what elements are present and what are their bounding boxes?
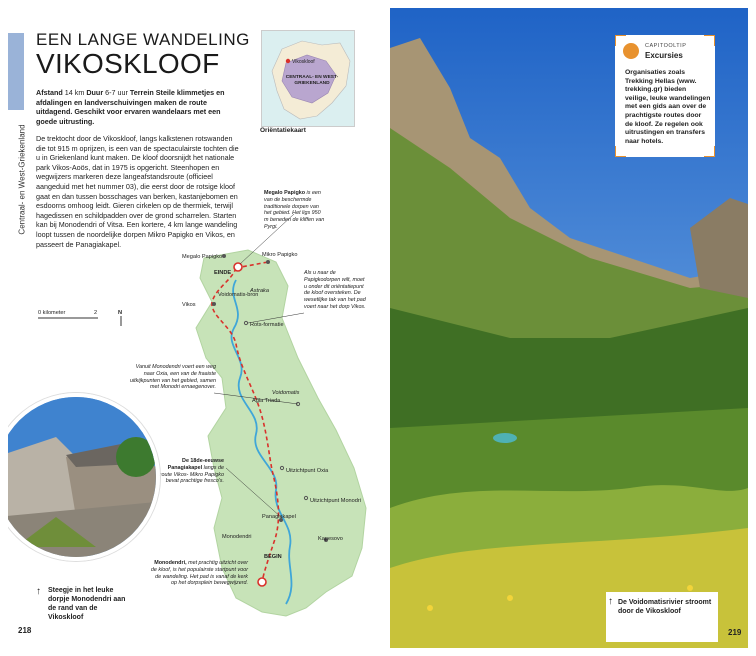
tip-icon — [623, 43, 639, 59]
note-panagia-title: De 18de-eeuwse Panagiakapel — [167, 458, 224, 471]
vikos-marker-icon — [286, 59, 290, 63]
tip-kicker: CAPITOOLTIP — [645, 43, 687, 49]
label-begin: BEGIN — [264, 554, 282, 560]
body-text: De trektocht door de Vikoskloof, langs kalkstenen rotswanden die tot 915 m oprijzen, is een van de spectaculairste tochten die u in Griekenland kunt maken. De kloof doorsnijdt het nationale park Vikos-Aoös, dat in 1975 is opgericht. Steenhopen en wegwijzers markeren deze langeafstandsroute (officieel aangeduid met het nummer 03), die eerst door de rotsige kloof gaat en dan tussen bosschages van berken, kastanjebomen en esdoorns omhoog leidt. Gieren cirkelen op de thermiek, terwijl hagedissen en schildpadden over de grond scharrelen. Starten kan bij Monodendri of Vitsa. Een kortere, 4 km lange wandeling loopt tussen de noordelijke dorpen Mikro Papigko en Vikos, en passeert de Panagiakapel. — [36, 134, 239, 249]
scale-zero-label: 0 kilometer — [38, 310, 66, 316]
label-uitzichtpunt-monodri: Uitzichtpunt Monodri — [310, 498, 361, 504]
label-mikro-papigko: Mikro Papigko — [262, 252, 298, 258]
duur-label: Duur — [86, 88, 104, 97]
chapter-tab — [14, 113, 28, 253]
afstand-label: Afstand — [36, 88, 63, 97]
right-page — [390, 8, 748, 648]
label-rots-formatie: Rots-formatie — [250, 322, 284, 328]
page-title-line1: EEN LANGE WANDELING — [36, 30, 250, 49]
walk-meta — [36, 88, 241, 126]
caption-arrow-icon: ↑ — [36, 586, 41, 597]
label-einde: EINDE — [214, 270, 232, 276]
terrein-label: Terrein — [129, 88, 154, 97]
note-monodendri-text: met prachtig uitzicht over de kloof, is het populairste startpunt voor de wandeling. Het pad is vanaf de kerk op het dorpsplein bewegwijzerd. — [150, 560, 248, 587]
note-monodendri — [148, 560, 248, 587]
left-photo-caption-text: Steegje in het leuke dorpje Monodendri aan de rand van de Vikoskloof — [48, 587, 126, 621]
minimap-marker-label: Vikoskloof — [292, 59, 315, 65]
north-label: N — [118, 310, 123, 316]
orientation-map-caption: Oriëntatiekaart — [260, 127, 306, 134]
tip-text: Organisaties zoals Trekking Hellas (www. trekking.gr) bieden veilige, leuke wandelingen met een gids aan over de prachtigste routes door de kloof. Ze regelen ook uitrustingen en transfers naar hotels. — [625, 69, 711, 145]
left-photo-caption — [38, 586, 130, 622]
orientation-map — [261, 30, 355, 127]
label-agia-triada: Agia Triada — [252, 398, 281, 404]
page-title-line2: VIKOSKLOOF — [36, 48, 220, 79]
tip-box — [615, 35, 715, 157]
tip-title: Excursies — [645, 51, 683, 60]
label-astraka: Astraka — [250, 288, 269, 294]
note-panagia-text: langs de route Vikos- Mikro Papigko bevat prachtige fresco's. — [159, 464, 224, 485]
label-voidomatis: Voidomatis — [272, 390, 300, 396]
duur-value: 6-7 uur — [105, 88, 128, 97]
note-megalo-text: is een van de beschermde traditionele dorpen van het gebied. Het ligs 950 m beneden de kliffen van Pyrgi. — [264, 190, 325, 230]
note-panagia — [158, 458, 224, 485]
right-photo-caption: De Voidomatisrivier stroomt door de Vikoskloof — [618, 599, 712, 615]
note-megalo-title: Megalo Papigko — [264, 190, 306, 196]
label-monodendri: Monodendri — [222, 534, 252, 540]
caption-arrow-up-icon: ↑ — [608, 596, 613, 607]
label-vikos: Vikos — [182, 302, 196, 308]
note-monodendri-title: Monodendri, — [154, 560, 187, 566]
note-papigko: Als u naar de Papigkodorpen wilt, moet u onder dit oriëntatiepunt de kloof oversteken. De wesetlijke tak van het pad voert naar het dorp Vikos. — [304, 270, 366, 310]
label-panagiakapel: Panagiakapel — [262, 514, 296, 520]
terrein-value: Steile klimmetjes en afdalingen en landverschuivingen maken de route uitdagend. Geschikt voor ervaren wandelaars met een goede uitrusting. — [36, 88, 225, 126]
left-page — [8, 8, 368, 648]
orientation-map-graphic — [262, 31, 354, 126]
end-marker-icon — [234, 263, 242, 271]
chapter-tab-label: Centraal- en West-Griekenland — [17, 124, 27, 235]
page-number-right: 219 — [728, 628, 742, 637]
note-megalo-papigko — [264, 190, 326, 231]
afstand-value: 14 km — [64, 88, 85, 97]
label-uitzichtpunt-oxia: Uitzichtpunt Oxia — [286, 468, 329, 474]
label-voidomatis-bron: Voidomatis-bron — [218, 292, 259, 298]
label-kapesovo: Kapesovo — [318, 536, 343, 542]
label-megalo-papigko: Megalo Papigko — [182, 254, 223, 260]
start-marker-icon — [258, 578, 266, 586]
page-number-left: 218 — [18, 626, 32, 635]
scale-two-label: 2 — [94, 310, 98, 316]
minimap-region-label: CENTRAAL- EN WEST-GRIEKENLAND — [285, 75, 339, 86]
right-caption-box — [606, 592, 718, 642]
chapter-color-bar — [8, 33, 24, 110]
note-oxia: Vanuit Monodendri voert een weg naar Oxia, een van de fraaiste uitkijkpunten van het gebied, samen met Monodri ernaegenover. — [129, 364, 216, 391]
